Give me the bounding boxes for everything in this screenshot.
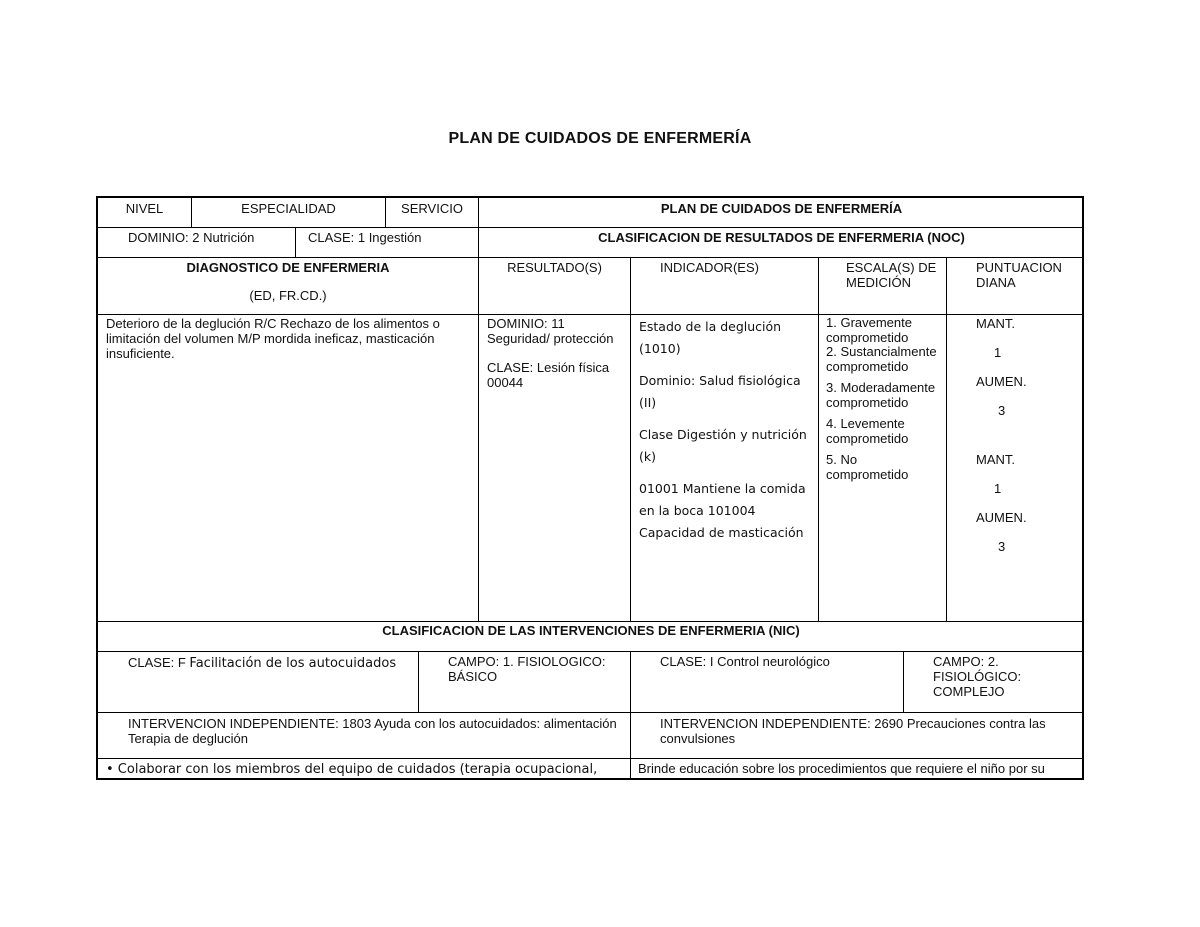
puntuacion-aumen-1: AUMEN. bbox=[976, 374, 1027, 389]
nic-clase-left-name: Facilitación de los autocuidados bbox=[189, 656, 397, 671]
puntuacion-mant-1: MANT. bbox=[976, 316, 1015, 331]
puntuacion-mant-2: MANT. bbox=[976, 452, 1015, 467]
nic-clase-right: CLASE: I Control neurológico bbox=[630, 651, 903, 712]
intervencion-left: INTERVENCION INDEPENDIENTE: 1803 Ayuda con los autocuidados: alimentación Terapia de deglución bbox=[97, 712, 630, 758]
plan-header: PLAN DE CUIDADOS DE ENFERMERÍA bbox=[478, 197, 1084, 227]
puntuacion-header: PUNTUACION DIANA bbox=[946, 257, 1084, 314]
noc-header: CLASIFICACION DE RESULTADOS DE ENFERMERIA (NOC) bbox=[478, 227, 1084, 257]
resultado-cell bbox=[478, 314, 630, 621]
indicador-clase: Clase Digestión y nutrición (k) bbox=[639, 427, 807, 464]
indicador-dominio: Dominio: Salud fisiológica (II) bbox=[639, 373, 801, 410]
diagnostico-header bbox=[97, 257, 478, 314]
indicador-items: 01001 Mantiene la comida en la boca 101004 Capacidad de masticación bbox=[639, 481, 806, 540]
puntuacion-mant-2-value: 1 bbox=[994, 481, 1002, 496]
escala-1-label: 1. Gravemente comprometido bbox=[826, 315, 912, 345]
clase-cell: CLASE: 1 Ingestión bbox=[295, 227, 478, 257]
especialidad-header: ESPECIALIDAD bbox=[191, 197, 385, 227]
resultado-dominio: DOMINIO: 11 Seguridad/ protección bbox=[487, 316, 614, 346]
resultado-clase: CLASE: Lesión física 00044 bbox=[487, 360, 610, 390]
intervencion-right: INTERVENCION INDEPENDIENTE: 2690 Precauciones contra las convulsiones bbox=[630, 712, 1084, 758]
nivel-header: NIVEL bbox=[97, 197, 191, 227]
diagnostico-text: Deterioro de la deglución R/C Rechazo de los alimentos o limitación del volumen M/P mordida ineficaz, masticación insuficiente. bbox=[97, 314, 478, 621]
diagnostico-title: DIAGNOSTICO DE ENFERMERIA bbox=[186, 260, 390, 275]
nic-clase-left-prefix: CLASE: F bbox=[128, 655, 190, 670]
diagnostico-subtitle: (ED, FR.CD.) bbox=[249, 288, 327, 303]
nic-clase-left bbox=[97, 651, 418, 712]
nic-header: CLASIFICACION DE LAS INTERVENCIONES DE ENFERMERIA (NIC) bbox=[97, 621, 1084, 651]
escala-4-label: 4. Levemente comprometido bbox=[826, 416, 909, 446]
puntuacion-cell bbox=[946, 314, 1084, 621]
escala-header: ESCALA(S) DE MEDICIÓN bbox=[818, 257, 946, 314]
dominio-cell: DOMINIO: 2 Nutrición bbox=[97, 227, 295, 257]
actividad-left: • Colaborar con los miembros del equipo de cuidados (terapia ocupacional, bbox=[97, 758, 630, 780]
page-title: PLAN DE CUIDADOS DE ENFERMERÍA bbox=[448, 130, 752, 147]
nic-campo-right: CAMPO: 2. FISIOLÓGICO: COMPLEJO bbox=[903, 651, 1084, 712]
servicio-header: SERVICIO bbox=[385, 197, 478, 227]
puntuacion-mant-1-value: 1 bbox=[994, 345, 1002, 360]
actividad-right: Brinde educación sobre los procedimientos que requiere el niño por su bbox=[630, 758, 1084, 780]
escala-cell bbox=[818, 314, 946, 621]
resultados-header: RESULTADO(S) bbox=[478, 257, 630, 314]
indicador-cell bbox=[630, 314, 818, 621]
puntuacion-aumen-2-value: 3 bbox=[998, 539, 1006, 554]
puntuacion-aumen-2: AUMEN. bbox=[976, 510, 1027, 525]
escala-2-label: 2. Sustancialmente comprometido bbox=[826, 344, 937, 374]
nic-campo-left: CAMPO: 1. FISIOLOGICO: BÁSICO bbox=[418, 651, 630, 712]
indicadores-header: INDICADOR(ES) bbox=[630, 257, 818, 314]
escala-3-label: 3. Moderadamente comprometido bbox=[826, 380, 936, 410]
escala-5-label: 5. No comprometido bbox=[826, 452, 909, 482]
indicador-estado: Estado de la deglución (1010) bbox=[639, 319, 782, 356]
puntuacion-aumen-1-value: 3 bbox=[998, 403, 1006, 418]
